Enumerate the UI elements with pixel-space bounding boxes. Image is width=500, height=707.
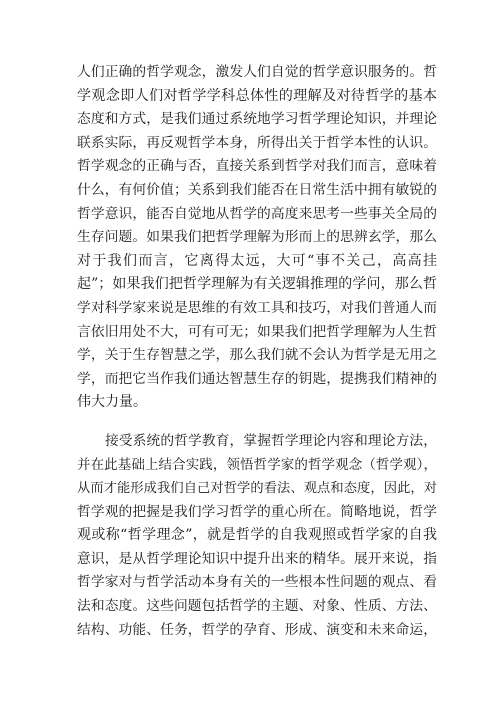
text-line: 学对科学家来说是思维的有效工具和技巧，对我们普通人而: [77, 299, 437, 316]
text-line: 哲学意识，能否自觉地从哲学的高度来思考一些事关全局的: [77, 205, 437, 222]
text-line: 学观念即人们对哲学学科总体性的理解及对待哲学的基本: [77, 87, 437, 104]
text-line: 态度和方式，是我们通过系统地学习哲学理论知识，并理论: [77, 111, 437, 128]
text-line: 并在此基础上结合实践，领悟哲学家的哲学观念（哲学观），: [77, 456, 437, 473]
text-line: 生存问题。如果我们把哲学理解为形而上的思辨玄学，那么: [77, 229, 437, 246]
text-line: 意识，是从哲学理论知识中提升出来的精华。展开来说，指: [77, 550, 437, 567]
text-line: 人们正确的哲学观念，激发人们自觉的哲学意识服务的。哲: [77, 64, 437, 80]
text-line: 观或称“哲学理念”，就是哲学的自我观照或哲学家的自我: [77, 527, 437, 544]
text-line: 联系实际，再反观哲学本身，所得出关于哲学本性的认识。: [77, 134, 437, 151]
text-line: 哲学观念的正确与否，直接关系到哲学对我们而言，意味着: [77, 158, 437, 175]
text-line: 对于我们而言，它离得太远，大可“事不关己，高高挂: [77, 252, 437, 269]
text-line: 结构、功能、任务，哲学的孕育、形成、演变和未来命运，: [77, 621, 437, 638]
text-line: 什么，有何价值；关系到我们能否在日常生活中拥有敏锐的: [77, 181, 437, 198]
body-text: [77, 61, 437, 642]
paragraph-1: [77, 61, 437, 415]
text-line: 言依旧用处不大，可有可无；如果我们把哲学理解为人生哲: [77, 323, 437, 340]
text-line: 哲学观的把握是我们学习哲学的重心所在。简略地说，哲学: [77, 503, 437, 520]
text-line: 学，关于生存智慧之学，那么我们就不会认为哲学是无用之: [77, 347, 437, 364]
paragraph-2: [77, 430, 437, 642]
text-line: 伟大力量。: [77, 394, 147, 411]
paragraph-gap: [77, 415, 437, 430]
text-line: 哲学家对与哲学活动本身有关的一些根本性问题的观点、看: [77, 574, 437, 591]
text-line: 学，而把它当作我们通达智慧生存的钥匙，提携我们精神的: [77, 370, 437, 387]
text-line: 从而才能形成我们自己对哲学的看法、观点和态度，因此，对: [77, 481, 437, 497]
text-line: 起”；如果我们把哲学理解为有关逻辑推理的学问，那么哲: [77, 276, 437, 293]
text-line: 法和态度。这些问题包括哲学的主题、对象、性质、方法、: [77, 598, 437, 615]
text-line: 接受系统的哲学教育，掌握哲学理论内容和理论方法，: [105, 432, 437, 449]
